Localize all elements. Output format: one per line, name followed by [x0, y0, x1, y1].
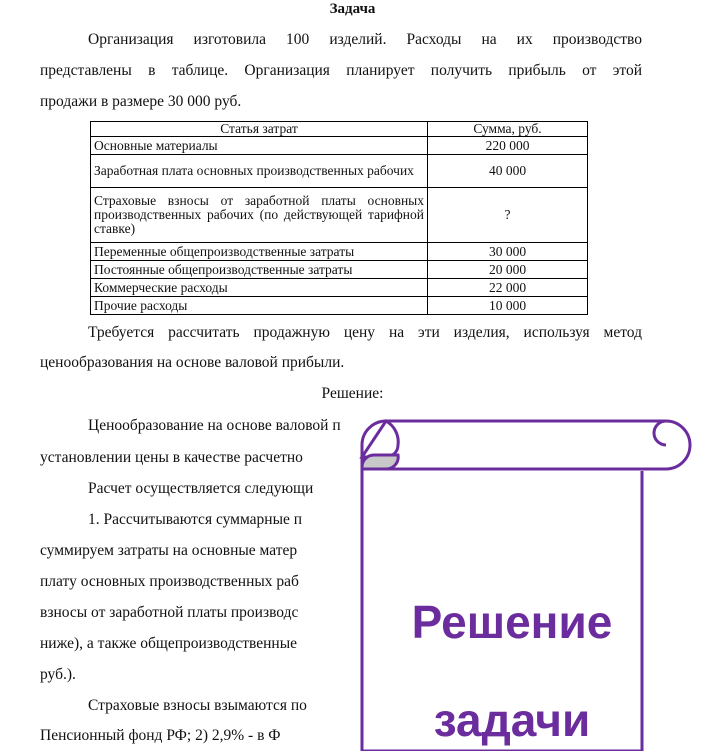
cost-amount: 10 000: [428, 297, 588, 315]
solution-line-1: Ценообразование на основе валовой п: [88, 417, 341, 434]
task-line-2: ценообразования на основе валовой прибыли.: [40, 354, 345, 371]
solution-heading: Решение:: [321, 385, 384, 402]
solution-line-8: ниже), а также общепроизводственные: [40, 635, 297, 652]
table-row: [91, 279, 588, 297]
cost-amount: ?: [428, 188, 588, 243]
table-header-row: [91, 122, 588, 137]
solution-line-7: взносы от заработной платы производс: [40, 604, 299, 621]
cost-amount: 20 000: [428, 261, 588, 279]
cost-item: Прочие расходы: [91, 297, 428, 315]
solution-line-11: Пенсионный фонд РФ; 2) 2,9% - в Ф: [40, 727, 281, 744]
intro-line-3: продажи в размере 30 000 руб.: [40, 93, 242, 110]
table-row: [91, 155, 588, 188]
solution-line-5: суммируем затраты на основные матер: [40, 542, 298, 559]
document-title: Задача: [329, 1, 376, 17]
cost-table: [90, 121, 588, 315]
cost-amount: 40 000: [428, 155, 588, 188]
table-row: [91, 188, 588, 243]
solution-line-6: плату основных производственных раб: [40, 573, 299, 590]
solution-line-9: руб.).: [40, 666, 76, 683]
intro-line-1: Организация изготовила 100 изделий. Расходы на их производство: [88, 31, 642, 48]
scroll-title-line-1: Решение: [411, 596, 613, 648]
cost-amount: 30 000: [428, 243, 588, 261]
header-cost-item: Статья затрат: [91, 122, 428, 137]
header-amount: Сумма, руб.: [428, 122, 588, 137]
cost-item: Основные материалы: [91, 137, 428, 155]
solution-line-4: 1. Рассчитываются суммарные п: [88, 511, 303, 528]
cost-item: Страховые взносы от заработной платы основных производственных рабочих (по действующей тарифной ставке): [91, 188, 428, 243]
solution-line-2: установлении цены в качестве расчетно: [40, 449, 303, 466]
solution-line-3: Расчет осуществляется следующи: [88, 480, 314, 497]
cost-item: Коммерческие расходы: [91, 279, 428, 297]
cost-item: Постоянные общепроизводственные затраты: [91, 261, 428, 279]
cost-item: Переменные общепроизводственные затраты: [91, 243, 428, 261]
task-line-1: Требуется рассчитать продажную цену на эти изделия, используя метод: [88, 324, 642, 341]
solution-scroll-banner[interactable]: [348, 419, 705, 751]
scroll-title-line-2: задачи: [433, 694, 591, 746]
cost-amount: 22 000: [428, 279, 588, 297]
table-row: [91, 261, 588, 279]
intro-line-2: представлены в таблице. Организация планирует получить прибыль от этой: [40, 62, 642, 79]
solution-line-10: Страховые взносы взымаются по: [88, 697, 307, 714]
cost-item: Заработная плата основных производственных рабочих: [91, 155, 428, 188]
cost-amount: 220 000: [428, 137, 588, 155]
table-row: [91, 243, 588, 261]
table-row: [91, 137, 588, 155]
table-row: [91, 297, 588, 315]
